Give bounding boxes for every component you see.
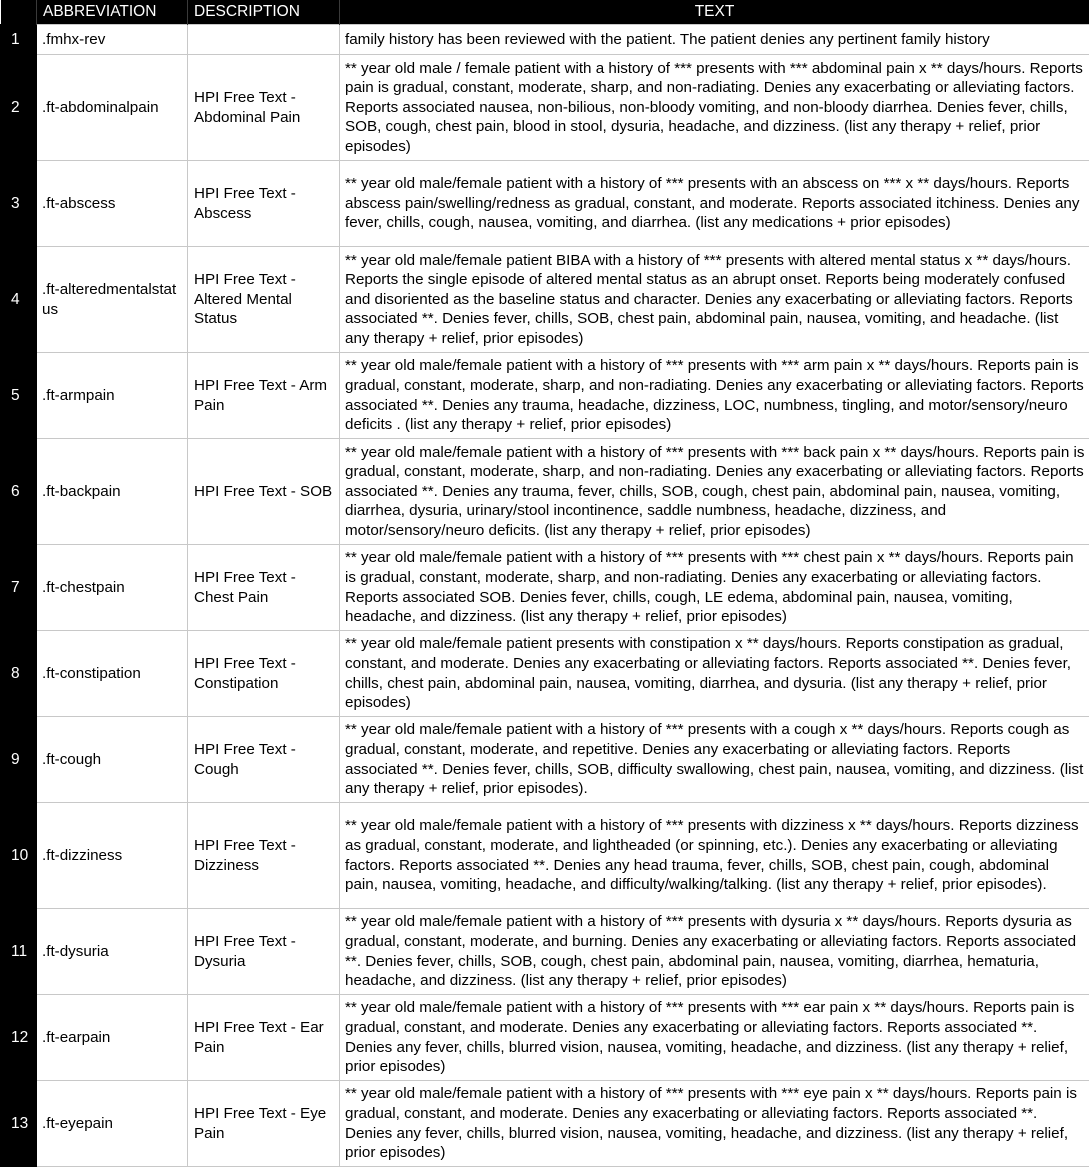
description-cell: HPI Free Text - Dizziness <box>188 803 340 909</box>
text-cell: ** year old male/female patient BIBA with a history of *** presents with altered mental status x ** days/hours. Reports the single episode of altered mental status as an abrupt onset. Reports being moderately confused and disoriented as the baseline status and character. Denies any exacerbating or alleviating factors. Reports associated **. Denies fever, chills, SOB, chest pain, abdominal pain, nausea, vomiting, and headache. (list any therapy + relief, prior episodes) <box>340 247 1089 353</box>
description-cell: HPI Free Text - Dysuria <box>188 909 340 995</box>
text-cell: ** year old male/female patient with a history of *** presents with *** chest pain x ** days/hours. Reports pain is gradual, constant, moderate, sharp, and non-radiating. Denies any exacerbating or alleviating factors. Reports associated SOB. Denies fever, chills, cough, LE edema, abdominal pain, nausea, vomiting, headache, and dizziness. (list any therapy + relief, prior episodes) <box>340 545 1089 631</box>
text-header: TEXT <box>340 0 1089 25</box>
table-row <box>1 909 1089 995</box>
abbreviation-cell: .ft-armpain <box>37 353 188 439</box>
abbreviation-cell: .fmhx-rev <box>37 25 188 55</box>
table-row <box>1 803 1089 909</box>
row-number: 9 <box>1 717 37 803</box>
description-cell: HPI Free Text - Altered Mental Status <box>188 247 340 353</box>
abbreviation-cell: .ft-dizziness <box>37 803 188 909</box>
table-row <box>1 1081 1089 1167</box>
table-row <box>1 717 1089 803</box>
text-cell: ** year old male/female patient with a history of *** presents with *** ear pain x ** days/hours. Reports pain is gradual, constant, and moderate. Denies any exacerbating or alleviating factors. Reports associated **. Denies any fever, chills, blurred vision, nausea, vomiting, headache, and dizziness. (list any therapy + relief, prior episodes) <box>340 995 1089 1081</box>
text-cell: ** year old male / female patient with a history of *** presents with *** abdominal pain x ** days/hours. Reports pain is gradual, constant, moderate, sharp, and non-radiating. Denies any exacerbating or alleviating factors. Reports associated nausea, non-bilious, non-bloody vomiting, and non-bloody diarrhea. Denies fever, chills, SOB, cough, chest pain, blood in stool, dysuria, headache, and dizziness. (list any therapy + relief, prior episodes) <box>340 55 1089 161</box>
text-cell: ** year old male/female patient presents with constipation x ** days/hours. Reports constipation as gradual, constant, and moderate. Denies any exacerbating or alleviating factors. Reports associated **. Denies fever, chills, chest pain, abdominal pain, nausea, vomiting, diarrhea, and dysuria. (list any therapy + relief, prior episodes) <box>340 631 1089 717</box>
abbreviation-cell: .ft-constipation <box>37 631 188 717</box>
description-cell <box>188 25 340 55</box>
table-row <box>1 439 1089 545</box>
description-header: DESCRIPTION <box>188 0 340 25</box>
row-number: 1 <box>1 25 37 55</box>
description-cell: HPI Free Text - Chest Pain <box>188 545 340 631</box>
description-cell: HPI Free Text - Constipation <box>188 631 340 717</box>
text-cell: ** year old male/female patient with a history of *** presents with *** arm pain x ** days/hours. Reports pain is gradual, constant, moderate, sharp, and non-radiating. Denies any exacerbating or alleviating factors. Reports associated **. Denies any trauma, headache, dizziness, LOC, numbness, tingling, and motor/sensory/neuro deficits . (list any therapy + relief, prior episodes) <box>340 353 1089 439</box>
text-cell: ** year old male/female patient with a history of *** presents with dizziness x ** days/hours. Reports dizziness as gradual, constant, moderate, and lightheaded (or spinning, etc.). Denies any exacerbating or alleviating factors. Reports associated **. Denies any head trauma, fever, chills, SOB, chest pain, cough, abdominal pain, nausea, vomiting, headache, and difficulty/walking/talking. (list any therapy + relief, prior episodes). <box>340 803 1089 909</box>
table-row <box>1 55 1089 161</box>
table-row <box>1 161 1089 247</box>
table-row <box>1 353 1089 439</box>
row-number: 4 <box>1 247 37 353</box>
table-row <box>1 247 1089 353</box>
row-number: 10 <box>1 803 37 909</box>
abbreviation-cell: .ft-earpain <box>37 995 188 1081</box>
description-cell: HPI Free Text - Abdominal Pain <box>188 55 340 161</box>
abbreviation-cell: .ft-cough <box>37 717 188 803</box>
description-cell: HPI Free Text - Cough <box>188 717 340 803</box>
abbreviation-cell: .ft-eyepain <box>37 1081 188 1167</box>
table-row <box>1 545 1089 631</box>
text-cell: ** year old male/female patient with a history of *** presents with *** eye pain x ** days/hours. Reports pain is gradual, constant, and moderate. Denies any exacerbating or alleviating factors. Reports associated **. Denies any fever, chills, blurred vision, nausea, vomiting, headache, and dizziness. (list any therapy + relief, prior episodes) <box>340 1081 1089 1167</box>
row-number: 12 <box>1 995 37 1081</box>
header-row <box>1 0 1089 25</box>
text-cell: family history has been reviewed with the patient. The patient denies any pertinent family history <box>340 25 1089 55</box>
row-number-header <box>1 0 37 25</box>
text-cell: ** year old male/female patient with a history of *** presents with dysuria x ** days/hours. Reports dysuria as gradual, constant, moderate, and burning. Denies any exacerbating or alleviating factors. Reports associated **. Denies fever, chills, SOB, cough, chest pain, abdominal pain, nausea, vomiting, diarrhea, hematuria, headache, and dizziness. (list any therapy + relief, prior episodes) <box>340 909 1089 995</box>
row-number: 11 <box>1 909 37 995</box>
row-number: 6 <box>1 439 37 545</box>
row-number: 5 <box>1 353 37 439</box>
description-cell: HPI Free Text - Arm Pain <box>188 353 340 439</box>
abbreviation-cell: .ft-alteredmentalstatus <box>37 247 188 353</box>
table-row <box>1 995 1089 1081</box>
abbreviation-cell: .ft-abscess <box>37 161 188 247</box>
abbreviation-header: ABBREVIATION <box>37 0 188 25</box>
row-number: 8 <box>1 631 37 717</box>
abbreviation-cell: .ft-dysuria <box>37 909 188 995</box>
text-cell: ** year old male/female patient with a history of *** presents with a cough x ** days/hours. Reports cough as gradual, constant, moderate, and repetitive. Denies any exacerbating or alleviating factors. Reports associated **. Denies fever, chills, SOB, difficulty swallowing, chest pain, nausea, vomiting, and dizziness. (list any therapy + relief, prior episodes). <box>340 717 1089 803</box>
row-number: 7 <box>1 545 37 631</box>
row-number: 3 <box>1 161 37 247</box>
description-cell: HPI Free Text - Ear Pain <box>188 995 340 1081</box>
row-number: 2 <box>1 55 37 161</box>
text-cell: ** year old male/female patient with a history of *** presents with an abscess on *** x ** days/hours. Reports abscess pain/swelling/redness as gradual, constant, and moderate. Reports associated itchiness. Denies any fever, chills, cough, nausea, vomiting, and diarrhea. (list any medications + prior episodes) <box>340 161 1089 247</box>
description-cell: HPI Free Text - Eye Pain <box>188 1081 340 1167</box>
abbreviation-cell: .ft-abdominalpain <box>37 55 188 161</box>
description-cell: HPI Free Text - SOB <box>188 439 340 545</box>
abbreviation-cell: .ft-chestpain <box>37 545 188 631</box>
text-cell: ** year old male/female patient with a history of *** presents with *** back pain x ** days/hours. Reports pain is gradual, constant, moderate, sharp, and non-radiating. Denies any exacerbating or alleviating factors. Reports associated **. Denies any trauma, fever, chills, SOB, cough, chest pain, abdominal pain, nausea, vomiting, diarrhea, dysuria, urinary/stool incontinence, saddle numbness, headache, dizziness, and motor/sensory/neuro deficits. (list any therapy + relief, prior episodes) <box>340 439 1089 545</box>
abbreviation-cell: .ft-backpain <box>37 439 188 545</box>
row-number: 13 <box>1 1081 37 1167</box>
description-cell: HPI Free Text - Abscess <box>188 161 340 247</box>
table-row <box>1 25 1089 55</box>
table-row <box>1 631 1089 717</box>
